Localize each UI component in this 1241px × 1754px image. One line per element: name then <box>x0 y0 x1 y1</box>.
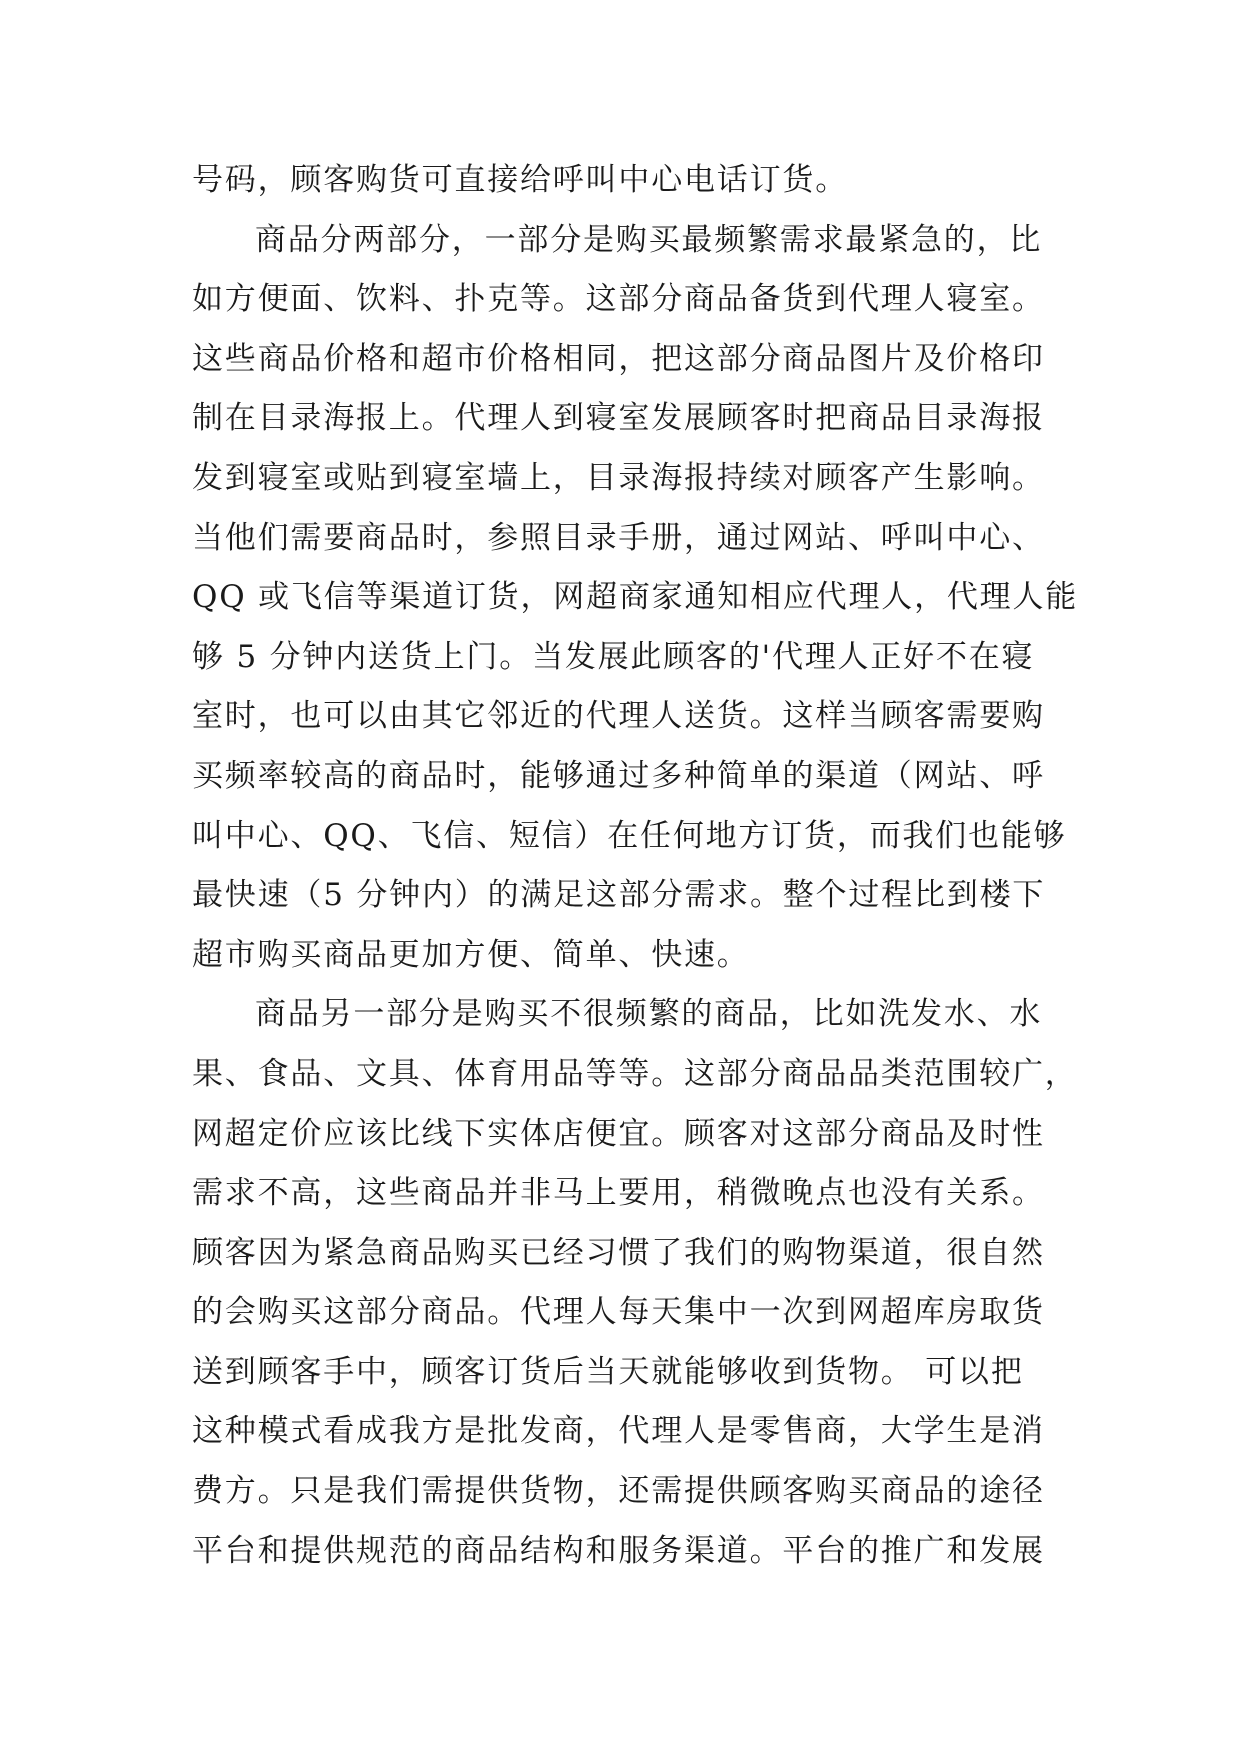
paragraph-first-line: 商品分两部分，一部分是购买最频繁需求最紧急的，比 <box>255 221 1043 258</box>
text-line: 这些商品价格和超市价格相同，把这部分商品图片及价格印 <box>192 340 1045 377</box>
text-line: 叫中心、QQ、飞信、短信）在任何地方订货，而我们也能够 <box>192 817 1067 854</box>
text-line: 平台和提供规范的商品结构和服务渠道。平台的推广和发展 <box>192 1532 1045 1569</box>
text-line: 费方。只是我们需提供货物，还需提供顾客购买商品的途径 <box>192 1473 1045 1510</box>
text-line: QQ 或飞信等渠道订货，网超商家通知相应代理人，代理人能 <box>192 579 1079 616</box>
text-line: 送到顾客手中，顾客订货后当天就能够收到货物。 可以把 <box>192 1353 1024 1390</box>
text-line: 最快速（5 分钟内）的满足这部分需求。整个过程比到楼下 <box>192 877 1046 914</box>
text-line: 号码，顾客购货可直接给呼叫中心电话订货。 <box>192 162 848 198</box>
text-line: 如方便面、饮料、扑克等。这部分商品备货到代理人寝室。 <box>192 281 1045 318</box>
text-line: 果、食品、文具、体育用品等等。这部分商品品类范围较广， <box>192 1055 1078 1092</box>
text-line: 买频率较高的商品时，能够通过多种简单的渠道（网站、呼 <box>192 757 1045 794</box>
body-text <box>192 151 1079 1581</box>
text-line: 制在目录海报上。代理人到寝室发展顾客时把商品目录海报 <box>192 400 1045 437</box>
text-line: 网超定价应该比线下实体店便宜。顾客对这部分商品及时性 <box>192 1115 1045 1152</box>
text-line: 发到寝室或贴到寝室墙上，目录海报持续对顾客产生影响。 <box>192 459 1045 496</box>
text-line: 的会购买这部分商品。代理人每天集中一次到网超库房取货 <box>192 1294 1045 1331</box>
text-line: 当他们需要商品时，参照目录手册，通过网站、呼叫中心、 <box>192 519 1045 556</box>
text-line: 室时，也可以由其它邻近的代理人送货。这样当顾客需要购 <box>192 698 1045 735</box>
text-line: 够 5 分钟内送货上门。当发展此顾客的'代理人正好不在寝 <box>192 638 1035 675</box>
text-line: 这种模式看成我方是批发商，代理人是零售商，大学生是消 <box>192 1413 1045 1450</box>
text-line: 超市购买商品更加方便、简单、快速。 <box>192 936 750 973</box>
paragraph-first-line: 商品另一部分是购买不很频繁的商品，比如洗发水、水 <box>255 996 1043 1033</box>
text-line: 顾客因为紧急商品购买已经习惯了我们的购物渠道，很自然 <box>192 1234 1045 1271</box>
text-line: 需求不高，这些商品并非马上要用，稍微晚点也没有关系。 <box>192 1175 1045 1212</box>
